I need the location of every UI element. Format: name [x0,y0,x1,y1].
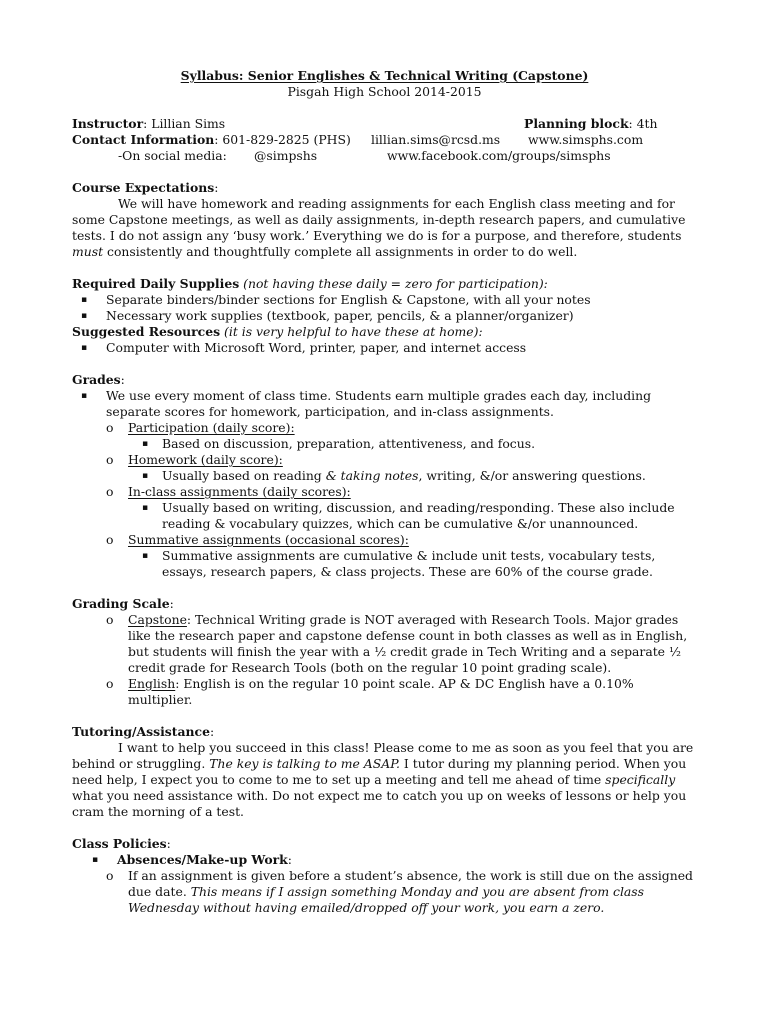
list-item: ▪ Computer with Microsoft Word, printer, paper, and internet access [81,340,527,355]
circle-bullet-icon: o [106,868,114,883]
list-item: o Capstone: Technical Writing grade is NOT averaged with Research Tools. Major grades like the research paper and capstone defense count in both classes as well as in English, but students will finish the year with a ½ credit grade in Tech Writing and a separate ½ credit grade for Research Tools (both on the regular 10 point grading scale). [106,612,688,675]
list-item: ▪ Usually based on writing, discussion, and reading/responding. These also include reading & vocabulary quizzes, which can be cumulative &/or unannounced. [142,500,675,531]
instructor-row [72,116,697,132]
spacer [72,820,697,836]
grade-category-in-class: o In-class assignments (daily scores): [106,484,351,499]
course-expectations-heading: Course Expectations: [72,180,219,195]
class-policies-heading: Class Policies: [72,836,171,851]
tutoring-heading: Tutoring/Assistance: [72,724,215,739]
contact-row [72,132,697,148]
resources-heading: Suggested Resources (it is very helpful to have these at home): [72,324,483,339]
planning-block [524,116,658,132]
social-row [72,148,697,164]
bullet-icon: ▪ [92,855,99,865]
list-item: ▪ We use every moment of class time. Students earn multiple grades each day, including separate scores for homework, participation, and in-class assignments. [81,388,652,419]
phone-line [72,132,371,148]
supplies-heading: Required Daily Supplies (not having these daily = zero for participation): [72,276,548,291]
grading-scale-list [72,612,697,708]
list-item: ▪ Necessary work supplies (textbook, paper, pencils, & a planner/organizer) [81,308,574,323]
spacer [72,356,697,372]
social-label: -On social media: [118,148,227,163]
circle-bullet-icon: o [106,532,114,547]
resources-list [72,340,697,356]
list-item: ▪ Based on discussion, preparation, attentiveness, and focus. [142,436,536,451]
grade-category-summative: o Summative assignments (occasional scores): [106,532,409,547]
grade-category-homework: o Homework (daily score): [106,452,283,467]
school-year: Pisgah High School 2014-2015 [287,84,482,99]
circle-bullet-icon: o [106,484,114,499]
spacer [72,708,697,724]
spacer [72,100,697,116]
planning-value: : 4th [628,116,658,131]
spacer [72,580,697,596]
bullet-icon: ▪ [81,343,88,353]
bullet-icon: ▪ [142,503,149,513]
list-item: ▪ Usually based on reading & taking notes, writing, &/or answering questions. [142,468,646,483]
list-item: o If an assignment is given before a student’s absence, the work is still due on the assigned due date. This means if I assign something Monday and you are absent from class Wednesday without having emailed/dropped off your work, you earn a zero. [106,868,693,915]
bullet-icon: ▪ [81,391,88,401]
absences-item: ▪ Absences/Make-up Work: [92,852,292,867]
bullet-icon: ▪ [81,295,88,305]
bullet-icon: ▪ [142,439,149,449]
grades-heading: Grades: [72,372,125,387]
grade-category-participation: o Participation (daily score): [106,420,295,435]
tutoring-text: I want to help you succeed in this class! Please come to me as soon as you feel that you are behind or struggling. The key is talking to me ASAP. I tutor during my planning period. When you need help, I expect you to come to me to set up a meeting and tell me ahead of time specifically what you need assistance with. Do not expect me to catch you up on weeks of lessons or help you cram the morning of a test. [72,740,694,819]
planning-label: Planning block [524,116,629,131]
website-url: www.simsphs.com [528,132,644,147]
spacer [72,164,697,180]
contact-label: Contact Information [72,132,215,147]
spacer [72,260,697,276]
instructor-label: Instructor [72,116,144,131]
syllabus-page [72,68,697,916]
facebook-url: www.facebook.com/groups/simsphs [387,148,611,163]
circle-bullet-icon: o [106,612,114,627]
circle-bullet-icon: o [106,452,114,467]
document-title: Syllabus: Senior Englishes & Technical Writing (Capstone) [180,68,589,83]
grading-scale-heading: Grading Scale: [72,596,174,611]
bullet-icon: ▪ [81,311,88,321]
grades-list [72,388,697,580]
circle-bullet-icon: o [106,676,114,691]
instructor-name: : Lillian Sims [143,116,226,131]
circle-bullet-icon: o [106,420,114,435]
list-item: ▪ Summative assignments are cumulative & include unit tests, vocabulary tests, essays, research papers, & class projects. These are 60% of the course grade. [142,548,656,579]
policies-list [72,852,697,916]
list-item: o English: English is on the regular 10 point scale. AP & DC English have a 0.10% multiplier. [106,676,634,707]
phone-number: : 601-829-2825 (PHS) [214,132,351,147]
email-address: lillian.sims@rcsd.ms [371,132,501,147]
bullet-icon: ▪ [142,471,149,481]
social-handle: @simpshs [254,148,318,163]
instructor-line [72,116,524,132]
course-expectations-text: We will have homework and reading assignments for each English class meeting and for some Capstone meetings, as well as daily assignments, in-depth research papers, and cumulative tests. I do not assign any ‘busy work.’ Everything we do is for a purpose, and therefore, students must consistently and thoughtfully complete all assignments in order to do well. [72,196,686,259]
supplies-list [72,292,697,324]
list-item: ▪ Separate binders/binder sections for English & Capstone, with all your notes [81,292,591,307]
bullet-icon: ▪ [142,551,149,561]
